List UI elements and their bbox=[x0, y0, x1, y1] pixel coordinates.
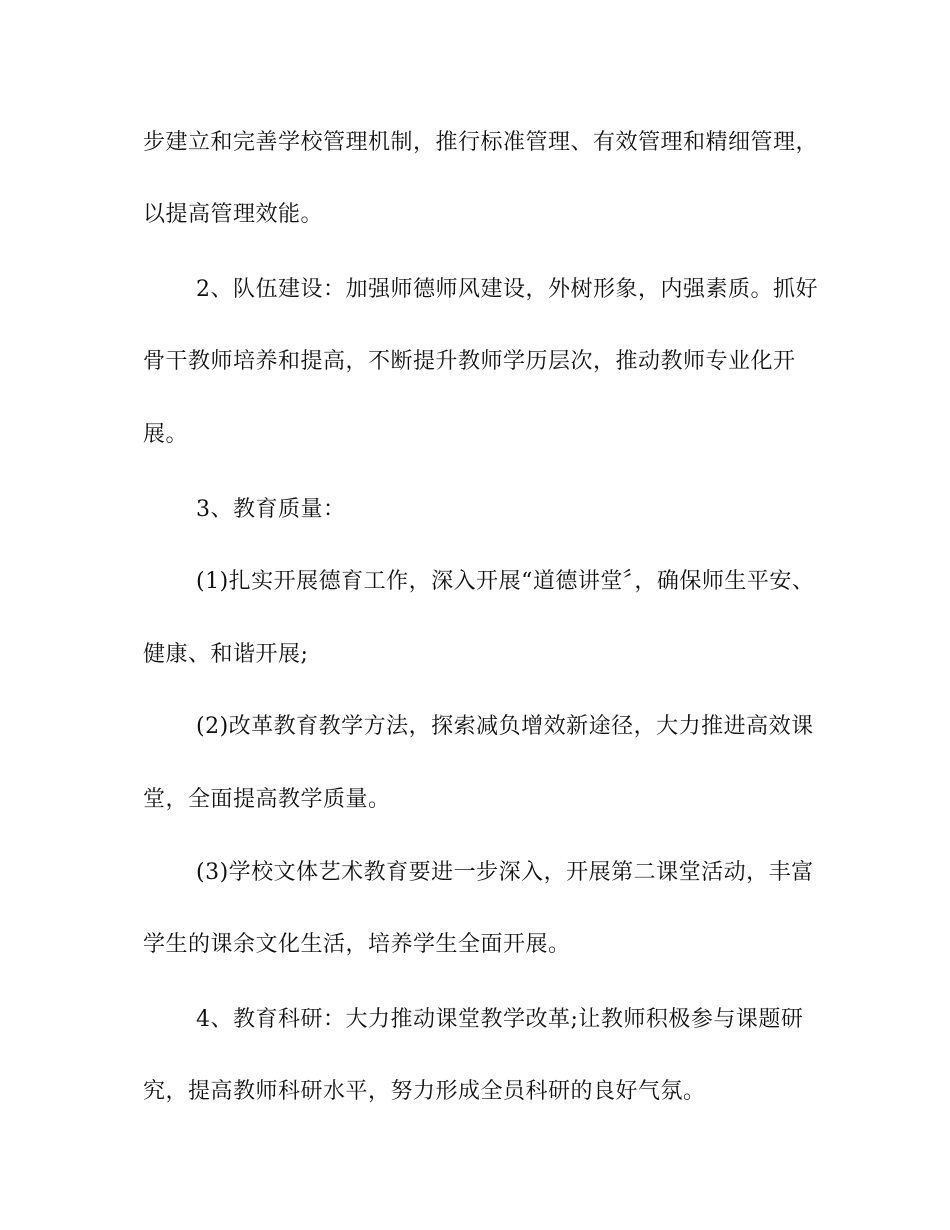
text-line-12: 学生的课余文化生活，培养学生全面开展。 bbox=[143, 932, 571, 957]
text-line-1: 步建立和完善学校管理机制，推行标准管理、有效管理和精细管理， bbox=[143, 130, 819, 155]
text-line-5: 展。 bbox=[143, 422, 189, 447]
text-line-13: 4、教育科研：大力推动课堂教学改革;让教师积极参与课题研 bbox=[196, 1007, 804, 1032]
text-line-2: 以提高管理效能。 bbox=[143, 202, 324, 227]
text-line-7: (1)扎实开展德育工作，深入开展“道德讲堂〞，确保师生平安、 bbox=[196, 569, 815, 594]
text-line-3: 2、队伍建设：加强师德师风建设，外树形象，内强素质。抓好 bbox=[196, 277, 818, 302]
text-line-10: 堂，全面提高教学质量。 bbox=[143, 787, 391, 812]
text-line-4: 骨干教师培养和提高，不断提升教师学历层次，推动教师专业化开 bbox=[143, 349, 796, 374]
text-line-8: 健康、和谐开展; bbox=[143, 642, 309, 667]
text-line-14: 究，提高教师科研水平，努力形成全员科研的良好气氛。 bbox=[143, 1079, 706, 1104]
text-line-9: (2)改革教育教学方法，探索减负增效新途径，大力推进高效课 bbox=[196, 714, 814, 739]
text-line-11: (3)学校文体艺术教育要进一步深入，开展第二课堂活动，丰富 bbox=[196, 860, 814, 885]
text-line-6: 3、教育质量： bbox=[196, 497, 346, 522]
